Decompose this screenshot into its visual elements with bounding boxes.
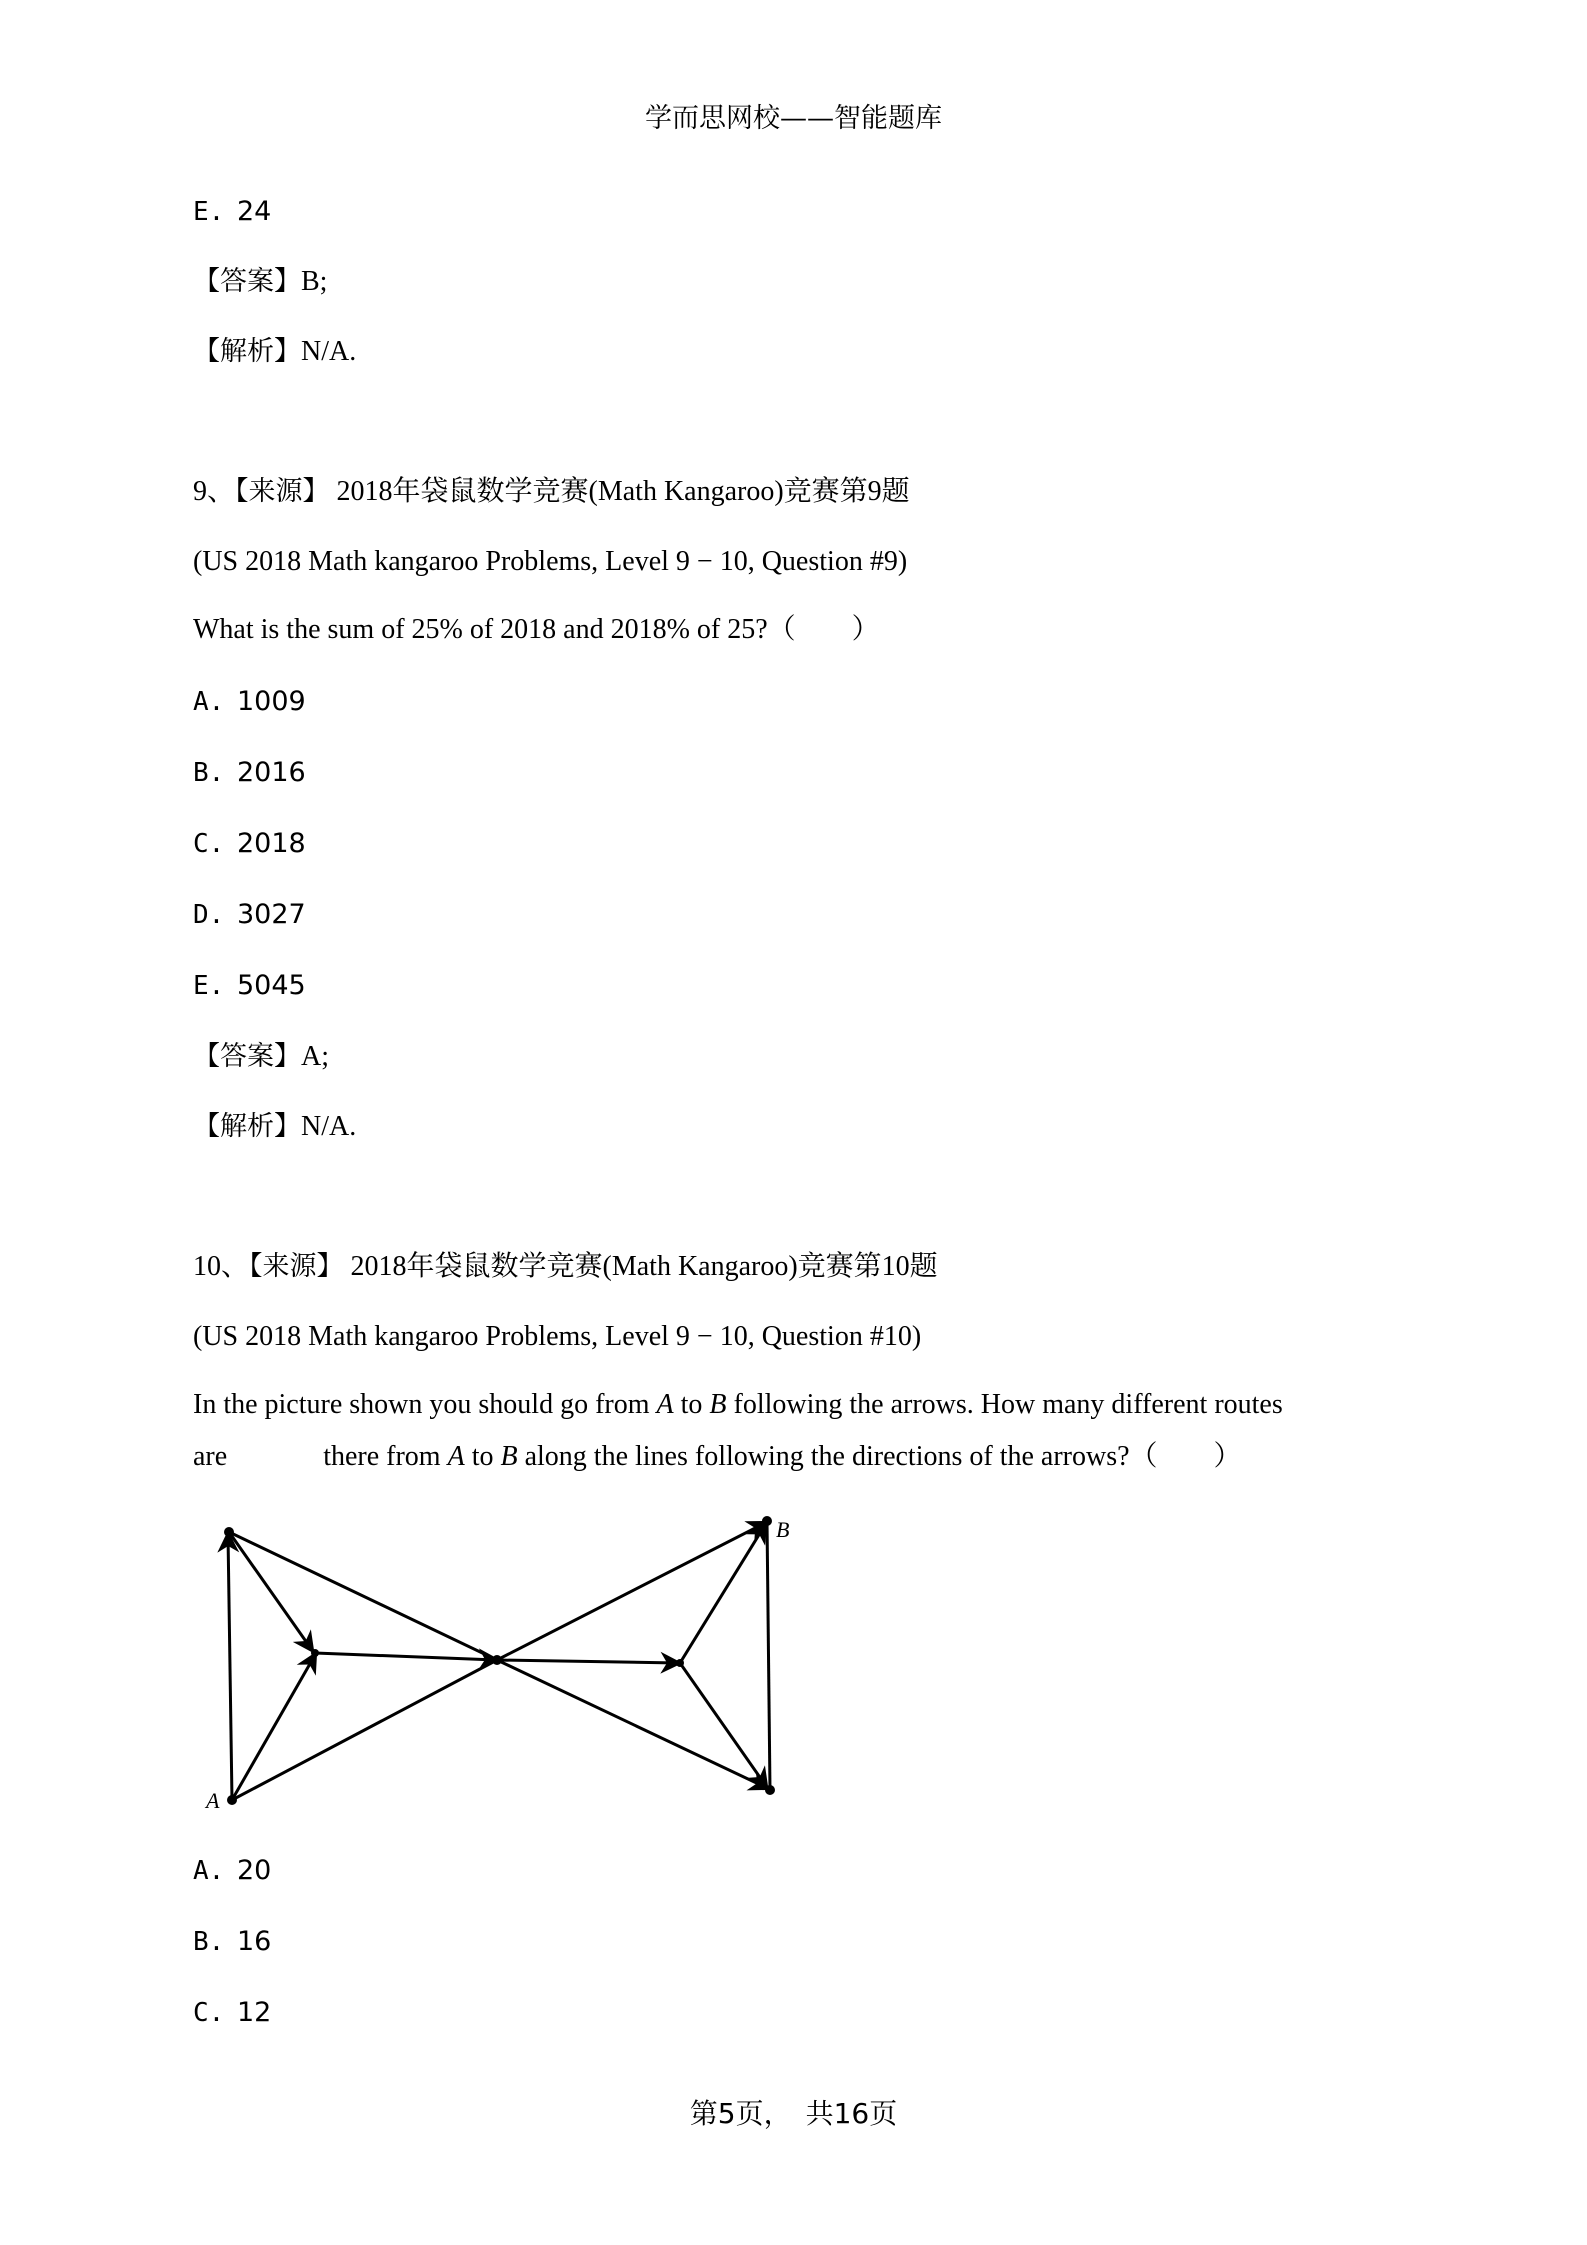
question-number: 9、 bbox=[193, 476, 236, 507]
source-tag: 【来源】 bbox=[249, 1251, 344, 1282]
q9-reference: (US 2018 Math kangaroo Problems, Level 9 − 10, Question #9) bbox=[193, 546, 908, 577]
point-a-ref: A bbox=[656, 1389, 674, 1420]
text-run: following the arrows. How many different routes bbox=[726, 1389, 1283, 1420]
option-letter: B. bbox=[193, 1927, 225, 1957]
edge-top-left-mid-left bbox=[229, 1532, 312, 1650]
prev-answer bbox=[193, 265, 327, 299]
edge-bottom-right-b bbox=[767, 1521, 770, 1790]
analysis-text: N/A. bbox=[301, 336, 357, 367]
option-letter: A. bbox=[193, 687, 225, 717]
q10-option-a bbox=[193, 1854, 271, 1888]
label-a: A bbox=[206, 1788, 220, 1813]
q10-question-line1 bbox=[193, 1388, 1283, 1422]
source-text: 2018年袋鼠数学竞赛(Math Kangaroo)竞赛第9题 bbox=[336, 476, 910, 507]
option-letter: E. bbox=[193, 971, 225, 1001]
node-top-left bbox=[224, 1527, 234, 1537]
answer-text: B; bbox=[301, 266, 328, 297]
text-run: along the lines following the directions of the arrows?（ ） bbox=[517, 1441, 1242, 1472]
point-b-ref: B bbox=[709, 1389, 727, 1420]
edge-center-bottom-right bbox=[497, 1660, 767, 1788]
option-value: 20 bbox=[237, 1855, 272, 1886]
node-center bbox=[492, 1655, 502, 1665]
option-letter: C. bbox=[193, 829, 225, 859]
label-b: B bbox=[776, 1517, 790, 1542]
option-letter: B. bbox=[193, 758, 225, 788]
q10-option-b bbox=[193, 1925, 271, 1959]
text-run: are bbox=[193, 1441, 228, 1472]
prev-analysis bbox=[193, 335, 356, 369]
option-value: 12 bbox=[237, 1997, 272, 2028]
question-number: 10、 bbox=[193, 1251, 250, 1282]
node-a bbox=[227, 1795, 237, 1805]
option-value: 2016 bbox=[237, 757, 306, 788]
q9-option-d bbox=[193, 898, 306, 932]
point-a-ref: A bbox=[447, 1441, 465, 1472]
edge-mid-left-center bbox=[315, 1653, 496, 1660]
point-b-ref: B bbox=[500, 1441, 518, 1472]
node-b bbox=[762, 1516, 772, 1526]
option-value: 3027 bbox=[237, 899, 306, 930]
page-footer: 第5页， 共16页 bbox=[689, 2097, 898, 2130]
q9-option-b bbox=[193, 756, 306, 790]
analysis-tag: 【解析】 bbox=[193, 1111, 301, 1142]
q9-answer bbox=[193, 1040, 329, 1074]
option-value: 2018 bbox=[237, 828, 306, 859]
answer-tag: 【答案】 bbox=[193, 266, 301, 297]
option-letter: D. bbox=[193, 900, 225, 930]
text-run: In the picture shown you should go from bbox=[193, 1389, 657, 1420]
q9-source bbox=[193, 475, 910, 509]
option-value: 16 bbox=[237, 1926, 272, 1957]
text-run: there from bbox=[323, 1441, 448, 1472]
prev-option-e bbox=[193, 195, 271, 229]
option-letter: E. bbox=[193, 197, 225, 227]
q10-question-line2 bbox=[193, 1440, 1242, 1474]
q9-option-e bbox=[193, 969, 306, 1003]
route-diagram bbox=[200, 1505, 820, 1825]
node-mid-right bbox=[676, 1659, 684, 1667]
q10-source bbox=[193, 1250, 938, 1284]
edge-a-top-left bbox=[228, 1535, 232, 1800]
q9-analysis bbox=[193, 1110, 356, 1144]
q10-option-c bbox=[193, 1996, 271, 2030]
node-bottom-right bbox=[765, 1785, 775, 1795]
option-letter: A. bbox=[193, 1856, 225, 1886]
edge-top-left-center bbox=[229, 1532, 497, 1660]
option-value: 5045 bbox=[237, 970, 306, 1001]
analysis-tag: 【解析】 bbox=[193, 336, 301, 367]
q9-option-a bbox=[193, 685, 306, 719]
node-mid-left bbox=[311, 1649, 319, 1657]
option-letter: C. bbox=[193, 1998, 225, 2028]
q9-question: What is the sum of 25% of 2018 and 2018% of 25?（ ） bbox=[193, 614, 880, 645]
edge-center-mid-right bbox=[497, 1660, 678, 1663]
option-value: 24 bbox=[237, 196, 272, 227]
source-text: 2018年袋鼠数学竞赛(Math Kangaroo)竞赛第10题 bbox=[350, 1251, 938, 1282]
answer-text: A; bbox=[301, 1041, 329, 1072]
q9-option-c bbox=[193, 827, 306, 861]
text-run: to bbox=[464, 1441, 501, 1472]
page-header: 学而思网校——智能题库 bbox=[645, 103, 942, 134]
q10-reference: (US 2018 Math kangaroo Problems, Level 9 − 10, Question #10) bbox=[193, 1321, 922, 1352]
answer-tag: 【答案】 bbox=[193, 1041, 301, 1072]
source-tag: 【来源】 bbox=[235, 476, 330, 507]
option-value: 1009 bbox=[237, 686, 306, 717]
analysis-text: N/A. bbox=[301, 1111, 357, 1142]
text-run: to bbox=[673, 1389, 710, 1420]
